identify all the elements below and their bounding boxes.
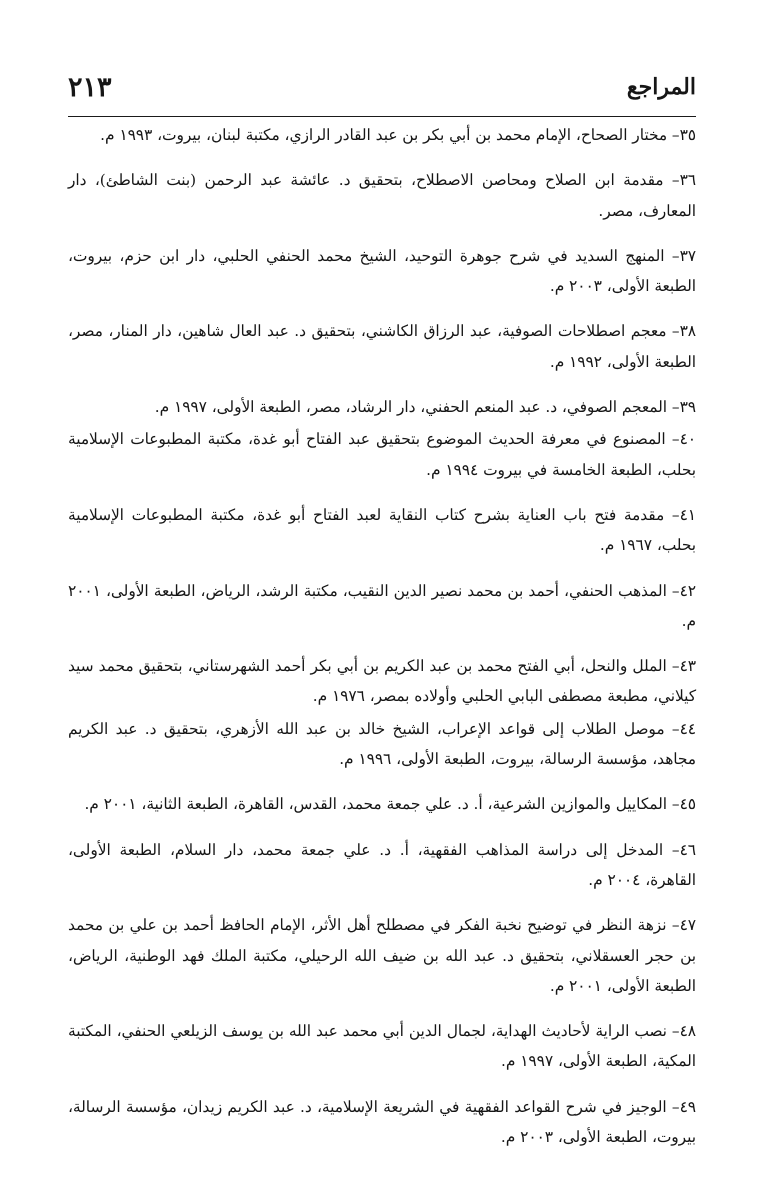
reference-entry-49: ٤٩– الوجيز في شرح القواعد الفقهية في الشريعة الإسلامية، د. عبد الكريم زيدان، مؤسسة الرسالة، بيروت، الطبعة الأولى، ٢٠٠٣ م.: [68, 1097, 696, 1147]
reference-entry-38: ٣٨– معجم اصطلاحات الصوفية، عبد الرزاق الكاشني، بتحقيق د. عبد العال شاهين، دار المنار، مصر، الطبعة الأولى، ١٩٩٢ م.: [68, 322, 696, 371]
reference-entry-40: ٤٠– المصنوع في معرفة الحديث الموضوع بتحقيق عبد الفتاح أبو غدة، مكتبة المطبوعات الإسلامية بحلب، الطبعة الخامسة في بيروت ١٩٩٤ م.: [68, 430, 696, 479]
page-header: [68, 70, 696, 117]
page-number: ٢١٣: [68, 72, 112, 103]
reference-entry-42: ٤٢– المذهب الحنفي، أحمد بن محمد نصير الدين النقيب، مكتبة الرشد، الرياض، الطبعة الأولى، ٢٠٠١ م.: [68, 581, 696, 630]
reference-entry-37: ٣٧– المنهج السديد في شرح جوهرة التوحيد، الشيخ محمد الحنفي الحلبي، دار ابن حزم، بيروت، الطبعة الأولى، ٢٠٠٣ م.: [68, 246, 696, 296]
references-list: [68, 120, 696, 1167]
reference-entry-47: ٤٧– نزهة النظر في توضيح نخبة الفكر في مصطلح أهل الأثر، الإمام الحافظ أحمد بن علي بن محمد بن حجر العسقلاني، بتحقيق د. عبد الله بن ضيف الله الرحيلي، مكتبة الملك فهد الوطنية، الرياض، الطبعة الأولى، ٢٠٠١ م.: [68, 916, 696, 995]
page-title: المراجع: [626, 74, 696, 100]
reference-entry-39: ٣٩– المعجم الصوفي، د. عبد المنعم الحفني، دار الرشاد، مصر، الطبعة الأولى، ١٩٩٧ م.: [154, 398, 696, 417]
reference-entry-45: ٤٥– المكاييل والموازين الشرعية، أ. د. علي جمعة محمد، القدس، القاهرة، الطبعة الثانية، ٢٠٠١ م.: [84, 795, 696, 814]
reference-entry-41: ٤١– مقدمة فتح باب العناية بشرح كتاب النقاية لعبد الفتاح أبو غدة، مكتبة المطبوعات الإسلامية بحلب، ١٩٦٧ م.: [68, 505, 696, 555]
reference-entry-48: ٤٨– نصب الراية لأحاديث الهداية، لجمال الدين أبي محمد عبد الله بن يوسف الزيلعي الحنفي، المكتبة المكية، الطبعة الأولى، ١٩٩٧ م.: [68, 1022, 696, 1071]
reference-entry-35: ٣٥– مختار الصحاح، الإمام محمد بن أبي بكر بن عبد القادر الرازي، مكتبة لبنان، بيروت، ١٩٩٣ م.: [100, 126, 696, 144]
reference-entry-43: ٤٣– الملل والنحل، أبي الفتح محمد بن عبد الكريم بن أبي بكر أحمد الشهرستاني، بتحقيق محمد سيد كيلاني، مطبعة مصطفى البابي الحلبي وأولاده بمصر، ١٩٧٦ م.: [68, 657, 696, 706]
reference-entry-44: ٤٤– موصل الطلاب إلى قواعد الإعراب، الشيخ خالد بن عبد الله الأزهري، بتحقيق د. عبد الكريم مجاهد، مؤسسة الرسالة، بيروت، الطبعة الأولى، ١٩٩٦ م.: [68, 719, 696, 769]
reference-entry-36: ٣٦– مقدمة ابن الصلاح ومحاصن الاصطلاح، بتحقيق د. عائشة عبد الرحمن (بنت الشاطئ)، دار المعارف، مصر.: [68, 171, 696, 220]
reference-entry-46: ٤٦– المدخل إلى دراسة المذاهب الفقهية، أ. د. علي جمعة محمد، دار السلام، الطبعة الأولى، القاهرة، ٢٠٠٤ م.: [68, 840, 696, 889]
